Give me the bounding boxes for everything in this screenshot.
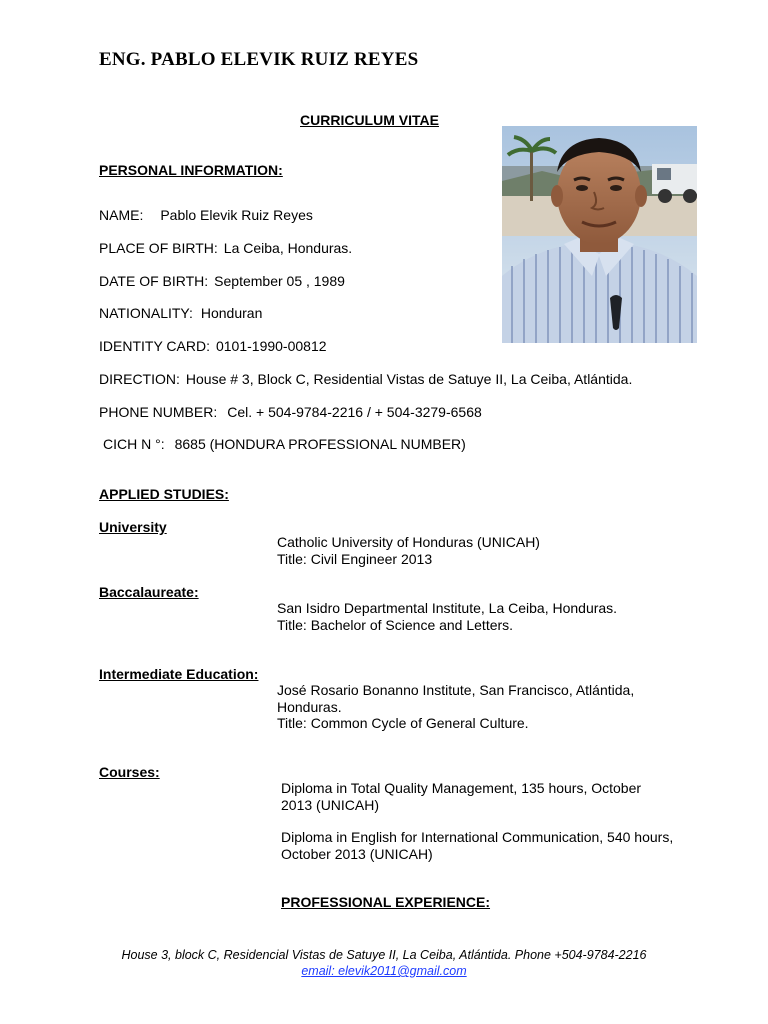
- intermediate-title: Title: Common Cycle of General Culture.: [277, 715, 529, 731]
- phone-value: Cel. + 504-9784-2216 / + 504-3279-6568: [227, 404, 482, 420]
- birthplace-label: PLACE OF BIRTH:: [99, 240, 218, 256]
- course-1-line-2: 2013 (UNICAH): [281, 796, 380, 813]
- baccalaureate-details: [277, 600, 617, 633]
- baccalaureate-label: Baccalaureate:: [99, 584, 199, 600]
- cich-value: 8685 (HONDURA PROFESSIONAL NUMBER): [174, 436, 466, 452]
- course-1: [281, 780, 641, 813]
- courses-label: Courses:: [99, 764, 160, 780]
- dob-value: September 05 , 1989: [214, 273, 345, 289]
- phone-label: PHONE NUMBER:: [99, 404, 218, 420]
- dob-label: DATE OF BIRTH:: [99, 273, 209, 289]
- identity-value: 0101-1990-00812: [215, 338, 327, 354]
- name-value: Pablo Elevik Ruiz Reyes: [160, 207, 313, 223]
- direction-row: [99, 371, 632, 387]
- course-1-line-1: Diploma in Total Quality Management, 135 hours, October: [281, 780, 642, 796]
- university-name: Catholic University of Honduras (UNICAH): [277, 534, 540, 550]
- university-details: [277, 534, 540, 567]
- name-row: [99, 207, 313, 223]
- intermediate-school: José Rosario Bonanno Institute, San Francisco, Atlántida,: [277, 682, 635, 698]
- personal-info-heading: PERSONAL INFORMATION:: [99, 162, 283, 178]
- course-2: [281, 829, 673, 862]
- university-label: University: [99, 519, 167, 535]
- intermediate-education-details: [277, 682, 634, 732]
- intermediate-education-label: Intermediate Education:: [99, 666, 259, 682]
- baccalaureate-title: Title: Bachelor of Science and Letters.: [277, 616, 514, 633]
- baccalaureate-school: San Isidro Departmental Institute, La Ceiba, Honduras.: [277, 600, 618, 616]
- identity-label: IDENTITY CARD:: [99, 338, 210, 354]
- identity-row: [99, 338, 327, 354]
- university-title: Title: Civil Engineer 2013: [277, 550, 433, 567]
- phone-row: [99, 404, 482, 420]
- cich-label: CICH N °:: [103, 436, 165, 452]
- birthplace-value: La Ceiba, Honduras.: [223, 240, 353, 256]
- birthplace-row: [99, 240, 352, 256]
- nationality-row: [99, 305, 262, 321]
- nationality-label: NATIONALITY:: [99, 305, 193, 321]
- footer-address: House 3, block C, Residencial Vistas de Satuye II, La Ceiba, Atlántida. Phone +504-9784-2216: [121, 948, 647, 962]
- cv-title: CURRICULUM VITAE: [300, 112, 439, 128]
- candidate-name-heading: ENG. PABLO ELEVIK RUIZ REYES: [99, 49, 419, 70]
- course-2-line-2: October 2013 (UNICAH): [281, 845, 433, 862]
- footer-email-link[interactable]: email: elevik2011@gmail.com: [301, 964, 467, 978]
- footer-email-row: [0, 964, 768, 978]
- name-label: NAME:: [99, 207, 144, 223]
- applied-studies-heading: APPLIED STUDIES:: [99, 486, 229, 502]
- direction-label: DIRECTION:: [99, 371, 180, 387]
- nationality-value: Honduran: [200, 305, 263, 321]
- intermediate-school-country: Honduras.: [277, 698, 342, 715]
- dob-row: [99, 273, 345, 289]
- cich-row: [103, 436, 466, 452]
- direction-value: House # 3, Block C, Residential Vistas de Satuye II, La Ceiba, Atlántida.: [185, 371, 633, 387]
- profile-photo: [502, 126, 697, 343]
- professional-experience-heading: PROFESSIONAL EXPERIENCE:: [281, 894, 491, 910]
- course-2-line-1: Diploma in English for International Communication, 540 hours,: [281, 829, 674, 845]
